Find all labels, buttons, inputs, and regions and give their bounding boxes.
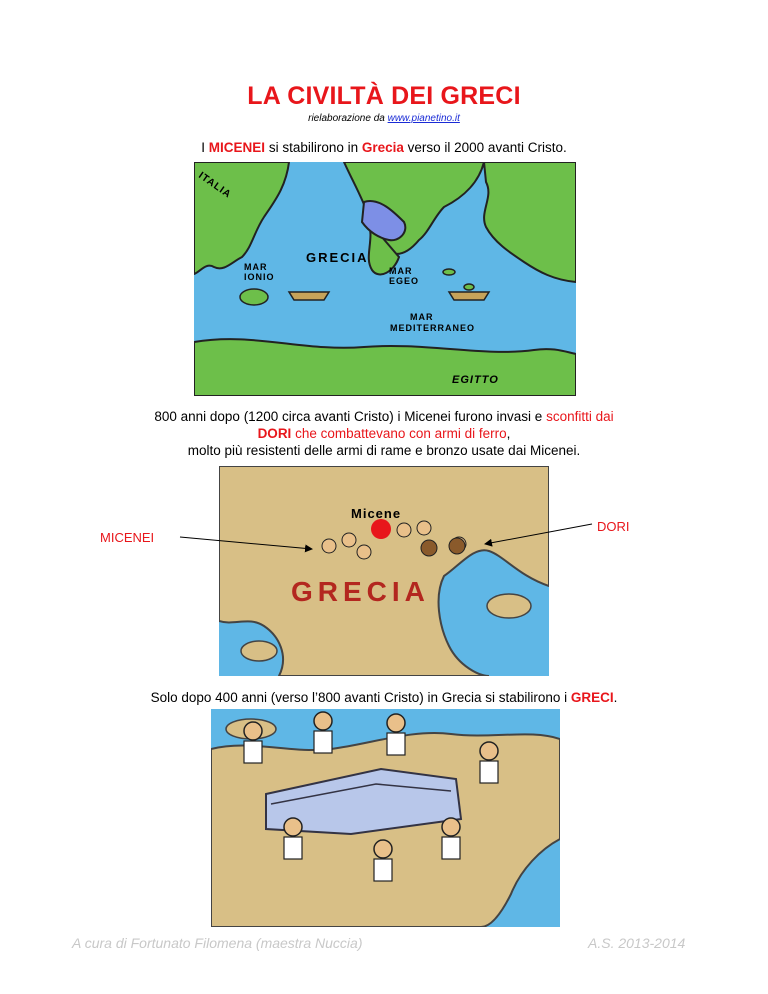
label-mar-egeo-1: MAR [389,266,413,276]
arrow-micenei [180,537,312,549]
greci-text-2: . [613,690,618,705]
armi-ferro-phrase: che combattevano con armi di ferro [291,426,507,441]
label-mar-egeo-2: EGEO [389,276,420,286]
label-mar-ionio-2: IONIO [244,272,275,282]
dori-keyword: DORI [257,426,292,441]
micenei-keyword: MICENEI [208,140,266,155]
grecia-keyword: Grecia [361,140,404,155]
label-grecia: GRECIA [306,250,369,265]
greci-text-1: Solo dopo 400 anni (verso l’800 avanti Cristo) in Grecia si stabilirono i [150,690,571,705]
dori-line-1-text: 800 anni dopo (1200 circa avanti Cristo) i Micenei furono invasi e [154,409,547,424]
greci-sentence [0,690,768,705]
label-egitto: EGITTO [452,374,499,386]
arrow-dori [485,524,592,544]
dori-line-2-comma: , [506,426,511,441]
annotation-micenei: MICENEI [100,530,155,545]
intro-text-3: verso il 2000 avanti Cristo. [403,140,567,155]
subtitle-prefix: rielaborazione da [308,113,388,124]
greci-map-drawing [211,709,560,927]
label-grecia-map2: GRECIA [291,576,430,607]
footer-author: A cura di Fortunato Filomena (maestra Nuccia) [72,935,363,951]
label-micene: Micene [351,506,402,521]
sconfitti-phrase: sconfitti dai [546,409,614,424]
dori-line-3: molto più resistenti delle armi di rame e bronzo usate dai Micenei. [187,443,581,458]
label-mar-ionio-1: MAR [244,262,268,272]
page-title: LA CIVILTÀ DEI GRECI [247,82,521,110]
source-link[interactable]: www.pianetino.it [387,113,460,124]
label-italia: ITALIA [196,170,234,201]
label-mar-med-2: MEDITERRANEO [390,323,476,333]
annotation-dori: DORI [597,519,630,534]
greci-keyword: GRECI [570,690,614,705]
intro-text-2: si stabilirono in [265,140,362,155]
intro-text-1: I [201,140,209,155]
greci-map [211,709,560,927]
footer-school-year: A.S. 2013-2014 [588,935,686,951]
label-mar-med-1: MAR [410,312,434,322]
